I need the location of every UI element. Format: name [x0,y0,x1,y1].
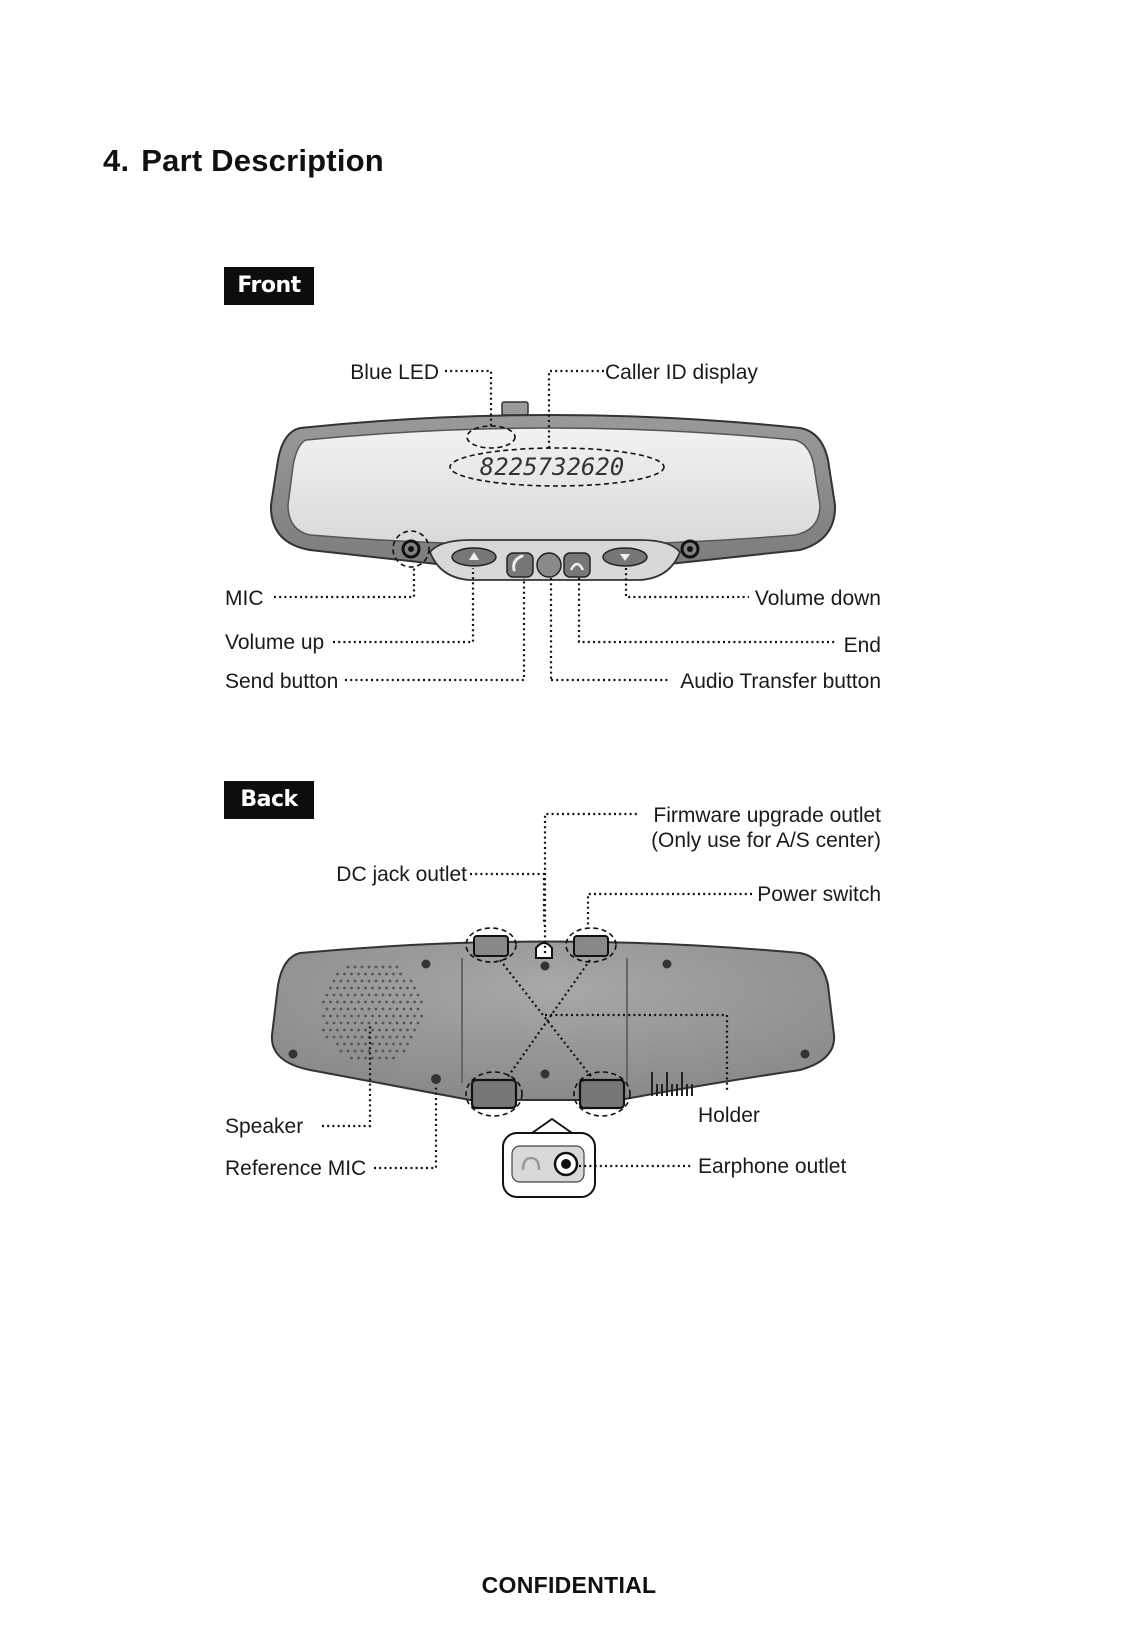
grill-dot [385,973,388,976]
grill-dot [403,980,406,983]
grill-dot [413,987,416,990]
grill-dot [347,980,350,983]
grill-dot [378,1057,381,1060]
grill-dot [357,987,360,990]
section-title: Part Description [141,143,384,178]
grill-dot [361,1008,364,1011]
grill-dot [399,1029,402,1032]
grill-dot [361,1050,364,1053]
grill-dot [392,1057,395,1060]
grill-dot [329,1015,332,1018]
grill-dot [340,1022,343,1025]
grill-dot [371,1015,374,1018]
grill-dot [417,994,420,997]
back-tag: Back [224,781,314,819]
grill-dot [385,1001,388,1004]
grill-dot [392,1043,395,1046]
grill-dot [375,966,378,969]
grill-dot [350,1057,353,1060]
grill-dot [413,1001,416,1004]
grill-dot [340,1008,343,1011]
grill-dot [333,1036,336,1039]
confidential-footer: CONFIDENTIAL [481,1572,657,1598]
grill-dot [417,1022,420,1025]
power-switch[interactable] [574,936,608,956]
grill-dot [354,1036,357,1039]
mirror-mount-tab [502,402,528,415]
grill-dot [375,1050,378,1053]
earphone-label: Earphone outlet [698,1155,847,1178]
grill-dot [364,1015,367,1018]
grill-dot [350,1015,353,1018]
grill-dot [347,994,350,997]
grill-dot [392,973,395,976]
grill-dot [364,1057,367,1060]
grill-dot [340,1036,343,1039]
grill-dot [343,1015,346,1018]
grill-dot [396,1008,399,1011]
grill-dot [385,1043,388,1046]
grill-dot [347,966,350,969]
dc-jack-leader [470,874,544,925]
speaker-label: Speaker [225,1115,304,1138]
dc-jack-label: DC jack outlet [336,863,467,886]
grill-dot [410,1022,413,1025]
audio-transfer-button[interactable] [537,553,561,577]
grill-dot [368,966,371,969]
grill-dot [340,994,343,997]
section-number: 4. [103,143,130,178]
grill-dot [378,1001,381,1004]
grill-dot [399,1001,402,1004]
grill-dot [354,1008,357,1011]
grill-dot [389,1022,392,1025]
grill-dot [333,1022,336,1025]
grill-dot [354,1050,357,1053]
grill-dot [343,1029,346,1032]
send-button-label: Send button [225,670,339,693]
grill-dot [406,1015,409,1018]
grill-dot [406,1043,409,1046]
grill-dot [413,1015,416,1018]
grill-dot [336,1001,339,1004]
grill-dot [336,987,339,990]
grill-dot [350,1043,353,1046]
grill-dot [333,980,336,983]
firmware-port [536,943,552,958]
grill-dot [340,980,343,983]
caller-id-readout: 8225732620 [479,453,625,481]
grill-dot [403,1008,406,1011]
grill-dot [364,1043,367,1046]
grill-dot [322,1001,325,1004]
grill-dot [382,994,385,997]
end-label: End [843,634,881,657]
grill-dot [385,1057,388,1060]
screw [541,962,550,971]
grill-dot [361,994,364,997]
grill-dot [378,1029,381,1032]
grill-dot [375,1036,378,1039]
grill-dot [354,966,357,969]
grill-dot [343,1001,346,1004]
grill-dot [406,1001,409,1004]
grill-dot [329,987,332,990]
grill-dot [326,994,329,997]
grill-dot [406,1029,409,1032]
grill-dot [378,1043,381,1046]
grill-dot [357,1001,360,1004]
grill-dot [389,1050,392,1053]
firmware-label-line2: (Only use for A/S center) [651,829,881,852]
grill-dot [343,987,346,990]
grill-dot [378,1015,381,1018]
grill-dot [420,1015,423,1018]
grill-dot [382,966,385,969]
grill-dot [399,973,402,976]
grill-dot [385,1015,388,1018]
grill-dot [396,1050,399,1053]
grill-dot [336,1029,339,1032]
grill-dot [399,1015,402,1018]
grill-dot [364,1029,367,1032]
grill-dot [354,980,357,983]
reference-mic-hole [431,1074,441,1084]
grill-dot [322,1029,325,1032]
grill-dot [420,1001,423,1004]
grill-dot [375,1022,378,1025]
holder-label: Holder [698,1104,760,1127]
grill-dot [333,994,336,997]
holder-right [580,1080,624,1108]
grill-dot [371,1043,374,1046]
grill-dot [350,973,353,976]
grill-dot [403,1036,406,1039]
firmware-label-line1: Firmware upgrade outlet [653,804,881,827]
volume-up-leader [333,568,473,642]
grill-dot [357,973,360,976]
grill-dot [357,1015,360,1018]
grill-dot [368,1022,371,1025]
grill-dot [403,994,406,997]
power-switch-label: Power switch [757,883,881,906]
grill-dot [333,1008,336,1011]
grill-dot [403,1050,406,1053]
grill-dot [368,980,371,983]
grill-dot [399,1043,402,1046]
screw [422,960,431,969]
grill-dot [368,1050,371,1053]
grill-dot [322,1015,325,1018]
earphone-jack-hole [561,1159,571,1169]
grill-dot [361,966,364,969]
screw [663,960,672,969]
grill-dot [392,1015,395,1018]
grill-dot [371,1057,374,1060]
mic-label: MIC [225,587,264,610]
grill-dot [382,1050,385,1053]
grill-dot [371,1001,374,1004]
grill-dot [364,1001,367,1004]
grill-dot [417,1008,420,1011]
grill-dot [343,1043,346,1046]
caller-id-label: Caller ID display [605,361,758,384]
grill-dot [403,1022,406,1025]
grill-dot [347,1036,350,1039]
grill-dot [410,1036,413,1039]
grill-dot [368,1008,371,1011]
volume-up-label: Volume up [225,631,325,654]
grill-dot [396,980,399,983]
grill-dot [364,973,367,976]
grill-dot [396,1036,399,1039]
grill-dot [343,973,346,976]
grill-dot [375,994,378,997]
grill-dot [336,973,339,976]
grill-dot [350,1001,353,1004]
dc-jack-socket [474,936,508,956]
grill-dot [371,973,374,976]
grill-dot [410,994,413,997]
blue-led-label: Blue LED [350,361,439,384]
grill-dot [378,973,381,976]
grill-dot [389,1008,392,1011]
screw [801,1050,810,1059]
grill-dot [326,1022,329,1025]
grill-dot [389,1036,392,1039]
grill-dot [396,1022,399,1025]
grill-dot [326,1008,329,1011]
screw [289,1050,298,1059]
grill-dot [396,966,399,969]
grill-dot [375,1008,378,1011]
grill-dot [389,966,392,969]
grill-dot [378,987,381,990]
power-switch-leader [588,894,752,928]
grill-dot [368,994,371,997]
screw [541,1070,550,1079]
mic-leader [274,567,414,597]
grill-dot [347,1022,350,1025]
grill-dot [392,987,395,990]
detail-pointer [532,1119,572,1133]
grill-dot [389,994,392,997]
grill-dot [382,1008,385,1011]
grill-dot [326,1036,329,1039]
reference-mic-leader [374,1085,436,1168]
reference-mic-label: Reference MIC [225,1157,367,1180]
send-leader [345,578,524,680]
grill-dot [361,980,364,983]
grill-dot [357,1057,360,1060]
grill-dot [375,980,378,983]
grill-dot [354,1022,357,1025]
grill-dot [357,1043,360,1046]
firmware-leader [545,814,640,953]
grill-dot [340,1050,343,1053]
grill-dot [392,1029,395,1032]
grill-dot [389,980,392,983]
grill-dot [329,1001,332,1004]
grill-dot [410,1008,413,1011]
grill-dot [413,1029,416,1032]
grill-dot [382,1036,385,1039]
earphone-detail [503,1119,595,1197]
grill-dot [357,1029,360,1032]
grill-dot [385,1029,388,1032]
grill-dot [350,1029,353,1032]
holder-left [472,1080,516,1108]
front-mirror [271,402,835,580]
volume-down-label: Volume down [754,587,881,610]
grill-dot [350,987,353,990]
grill-dot [336,1015,339,1018]
grill-dot [371,987,374,990]
grill-dot [410,980,413,983]
grill-dot [361,1022,364,1025]
grill-dot [382,980,385,983]
grill-dot [361,1036,364,1039]
grill-dot [396,994,399,997]
grill-dot [392,1001,395,1004]
back-housing [272,942,834,1101]
grill-dot [385,987,388,990]
grill-dot [347,1050,350,1053]
grill-dot [382,1022,385,1025]
grill-dot [354,994,357,997]
audio-transfer-label: Audio Transfer button [680,670,881,693]
grill-dot [364,987,367,990]
grill-dot [406,987,409,990]
back-mirror [272,936,834,1108]
front-tag: Front [224,267,314,305]
grill-dot [399,987,402,990]
grill-dot [371,1029,374,1032]
grill-dot [329,1029,332,1032]
grill-dot [347,1008,350,1011]
grill-dot [336,1043,339,1046]
